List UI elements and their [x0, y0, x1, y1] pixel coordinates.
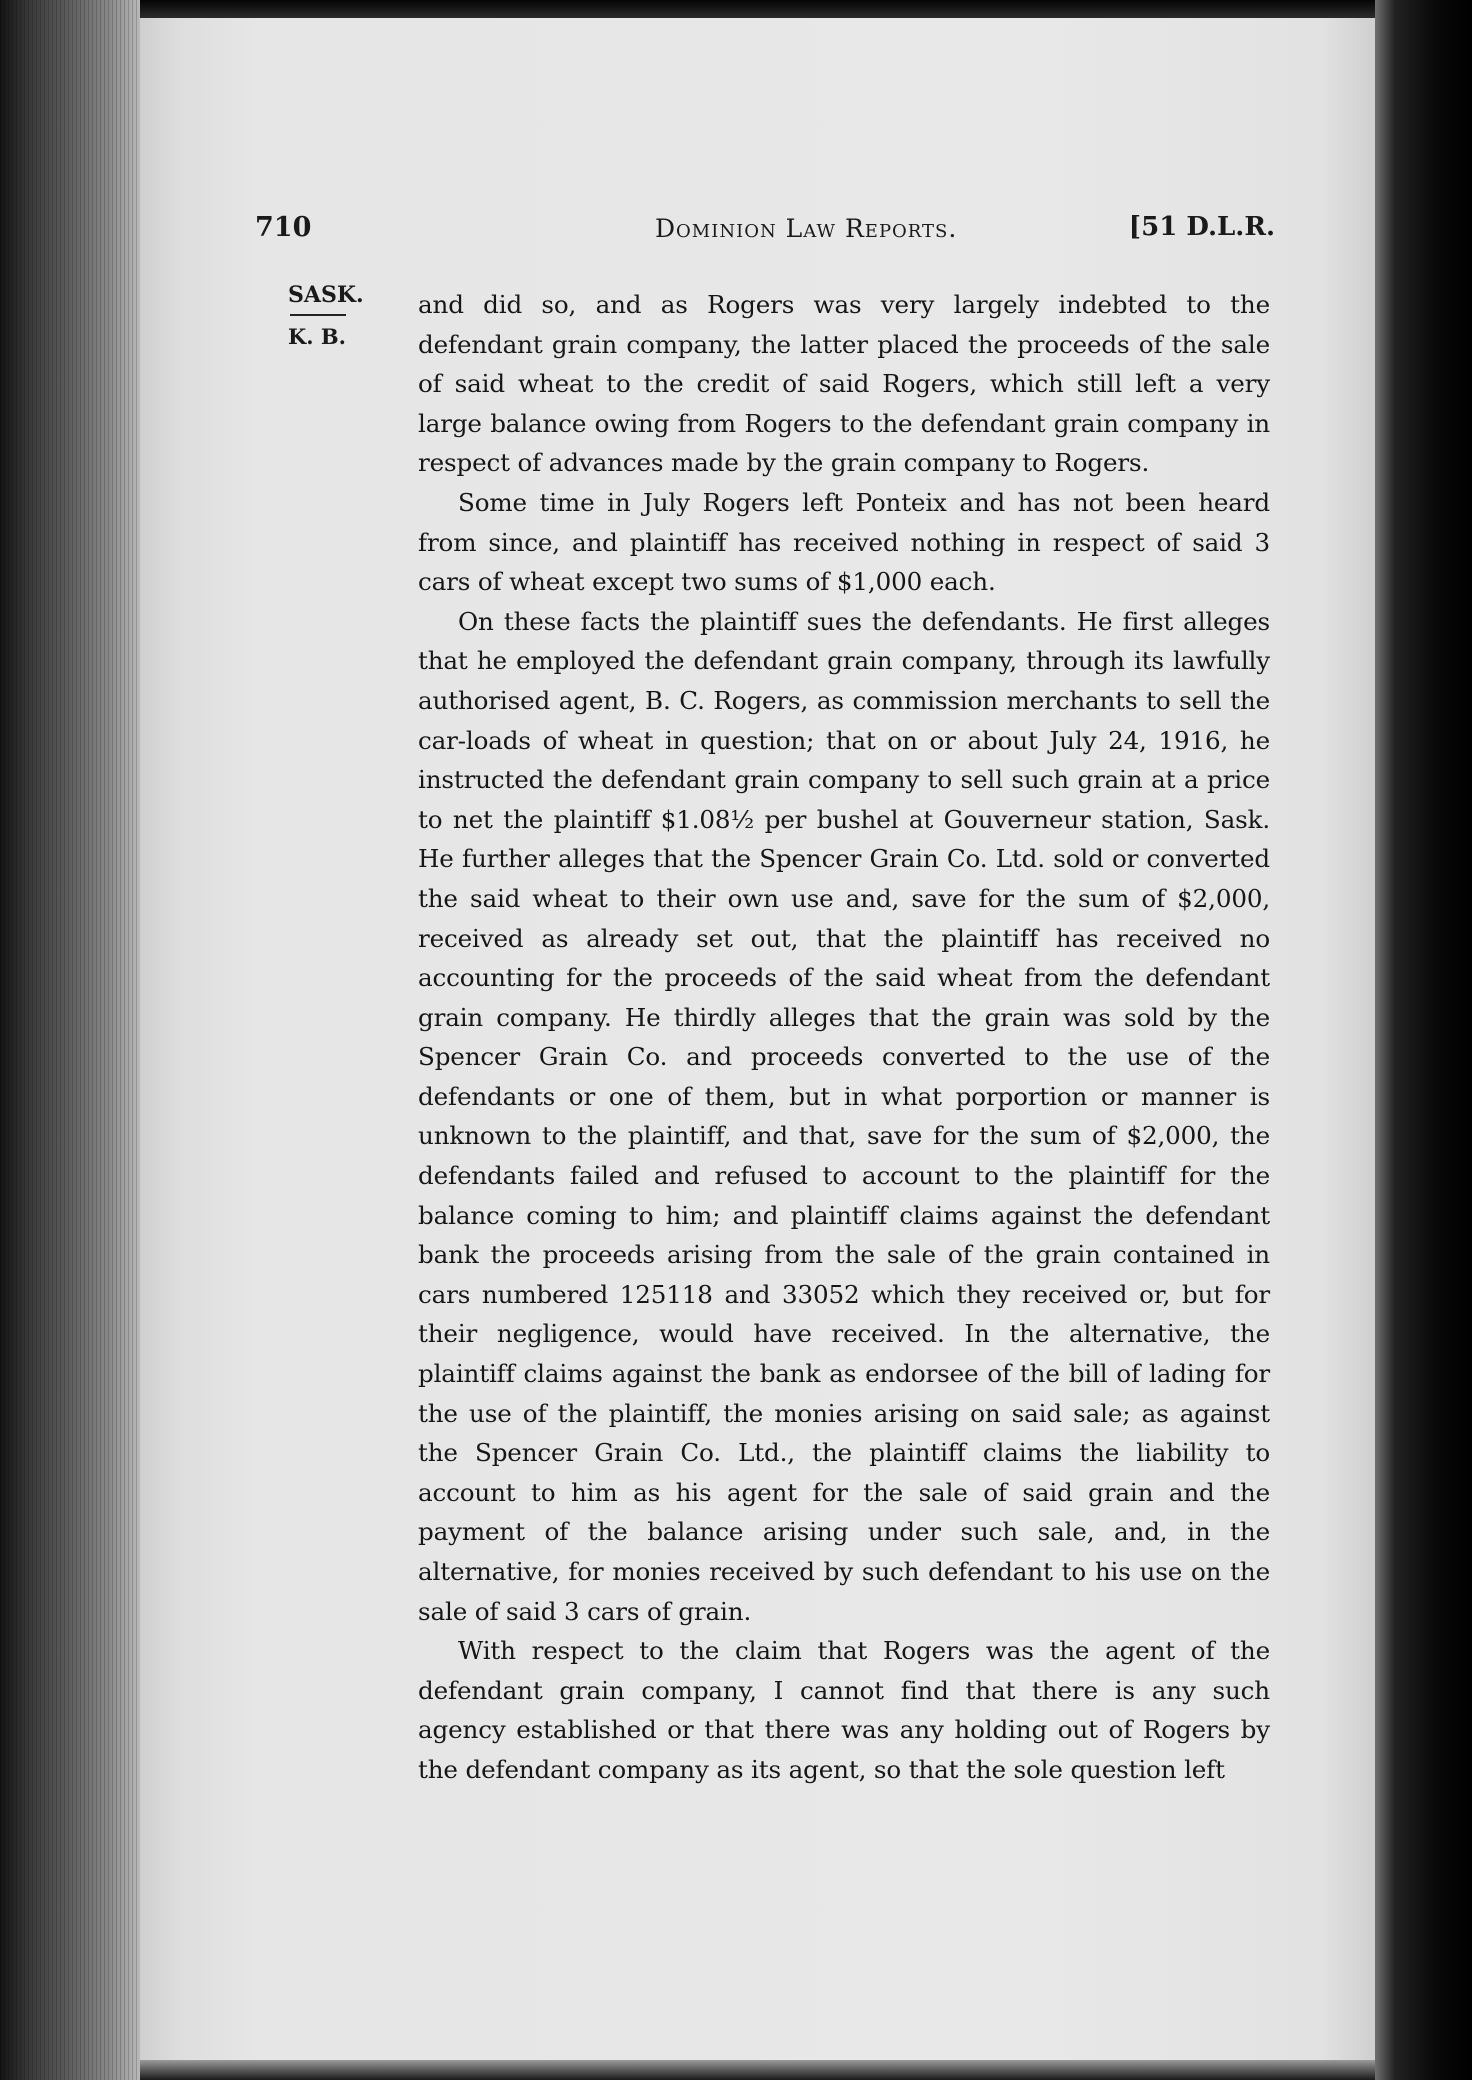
margin-court: SASK. [288, 282, 364, 308]
book-bottom-edge [140, 2060, 1375, 2080]
page-number: 710 [255, 212, 312, 243]
margin-note [288, 282, 368, 349]
book-left-edge [0, 0, 150, 2080]
book-right-edge [1375, 0, 1472, 2080]
body-text [418, 285, 1270, 1790]
margin-division: K. B. [288, 324, 346, 349]
paragraph: On these facts the plaintiff sues the defendants. He first alleges that he employed the defendant grain company, through its lawfully authorised agent, B. C. Rogers, as commission merchants to sell the car-loads of wheat in question; that on or about July 24, 1916, he instructed the defendant grain company to sell such grain at a price to net the plaintiff $1.08½ per bushel at Gouverneur station, Sask. He further alleges that the Spencer Grain Co. Ltd. sold or converted the said wheat to their own use and, save for the sum of $2,000, received as already set out, that the plaintiff has received no accounting for the proceeds of the said wheat from the defendant grain company. He thirdly alleges that the grain was sold by the Spencer Grain Co. and proceeds converted to the use of the defendants or one of them, but in what porportion or manner is unknown to the plaintiff, and that, save for the sum of $2,000, the defendants failed and refused to account to the plaintiff for the balance coming to him; and plaintiff claims against the defendant bank the proceeds arising from the sale of the grain contained in cars numbered 125118 and 33052 which they received or, but for their negligence, would have received. In the alternative, the plaintiff claims against the bank as endorsee of the bill of lading for the use of the plaintiff, the monies arising on said sale; as against the Spencer Grain Co. Ltd., the plaintiff claims the liability to account to him as his agent for the sale of said grain and the payment of the balance arising under such sale, and, in the alternative, for monies received by such defendant to his use on the sale of said 3 cars of grain. [418, 606, 1270, 1626]
journal-title: Dominion Law Reports. [655, 214, 958, 243]
volume-reference: [51 D.L.R. [1128, 212, 1275, 242]
margin-rule [290, 314, 346, 316]
paragraph: With respect to the claim that Rogers was the agent of the defendant grain company, I cannot find that there is any such agency established or that there was any holding out of Rogers by the defendant company as its agent, so that the sole question left [418, 1636, 1270, 1784]
running-head [255, 212, 1275, 252]
paragraph: Some time in July Rogers left Ponteix and has not been heard from since, and plaintiff has received nothing in respect of said 3 cars of wheat except two sums of $1,000 each. [418, 487, 1270, 597]
paragraph: and did so, and as Rogers was very largely indebted to the defendant grain company, the latter placed the proceeds of the sale of said wheat to the credit of said Rogers, which still left a very large balance owing from Rogers to the defendant grain company in respect of advances made by the grain company to Rogers. [418, 290, 1270, 478]
book-top-edge [140, 0, 1375, 18]
